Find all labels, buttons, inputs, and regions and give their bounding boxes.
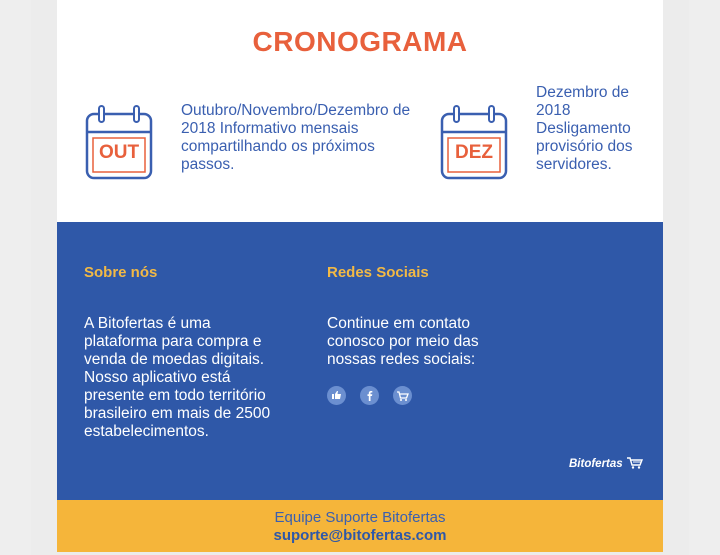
cart-logo-icon bbox=[626, 456, 644, 469]
shopping-cart-icon[interactable] bbox=[393, 386, 412, 405]
schedule-title: CRONOGRAMA bbox=[252, 26, 468, 57]
about-text: A Bitofertas é uma plataforma para compra e venda de moedas digitais. Nosso aplicativo está presente em todo território brasileiro em mais de 2500 estabelecimentos. bbox=[84, 315, 271, 440]
thumbs-up-icon[interactable] bbox=[327, 386, 346, 405]
calendar-month-label: DEZ bbox=[455, 142, 493, 163]
support-team-label: Equipe Suporte Bitofertas bbox=[274, 509, 446, 526]
schedule-card bbox=[57, 0, 663, 222]
calendar-icon bbox=[85, 104, 153, 182]
calendar-month-label: OUT bbox=[98, 142, 140, 163]
footer-section bbox=[57, 222, 663, 500]
schedule-item-text: Outubro/Novembro/Dezembro de 2018 Informativo mensais compartilhando os próximos passos. bbox=[181, 102, 411, 173]
support-bar bbox=[57, 500, 663, 552]
schedule-item-text: Dezembro de 2018 Desligamento provisório dos servidores. bbox=[536, 84, 633, 173]
facebook-icon[interactable] bbox=[360, 386, 379, 405]
social-heading: Redes Sociais bbox=[327, 264, 429, 281]
calendar-icon bbox=[440, 104, 508, 182]
brand-text: Bitofertas bbox=[569, 458, 623, 470]
social-text: Continue em contato conosco por meio das nossas redes sociais: bbox=[327, 315, 479, 368]
support-email-link[interactable]: suporte@bitofertas.com bbox=[273, 527, 447, 544]
about-heading: Sobre nós bbox=[84, 264, 158, 281]
bitofertas-logo bbox=[569, 456, 644, 470]
